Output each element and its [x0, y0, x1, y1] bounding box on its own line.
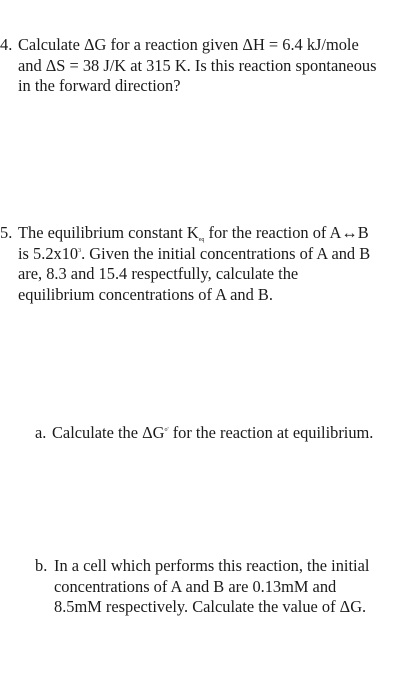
sub-question-b: [35, 556, 414, 618]
question-text-line: are, 8.3 and 15.4 respectfully, calculate the: [18, 264, 299, 283]
question-4: [0, 35, 414, 97]
question-text-line: [0, 244, 414, 265]
superscript: o': [164, 427, 169, 433]
question-5: [0, 223, 414, 305]
question-text-line: 8.5mM respectively. Calculate the value of ΔG.: [54, 597, 367, 616]
subscript: eq: [198, 237, 205, 243]
text-segment: for the reaction of A↔B: [204, 223, 369, 242]
question-number: b.: [35, 556, 48, 575]
question-number: 5.: [0, 223, 13, 242]
text-segment: Calculate the ΔG: [52, 423, 165, 442]
question-text-line: [0, 223, 414, 244]
question-text-line: equilibrium concentrations of A and B.: [18, 284, 273, 304]
question-text-line: [35, 423, 414, 444]
text-segment: The equilibrium constant K: [18, 223, 199, 242]
question-text-line: in the forward direction?: [18, 76, 181, 95]
question-text-line: In a cell which performs this reaction, the initial: [54, 556, 370, 575]
question-text-line: and ΔS = 38 J/K at 315 K. Is this reaction spontaneous: [18, 55, 377, 75]
text-segment: . Given the initial concentrations of A and B: [81, 243, 371, 263]
question-number: a.: [35, 423, 47, 442]
text-segment: for the reaction at equilibrium.: [168, 423, 374, 442]
superscript: 3: [78, 247, 82, 254]
sub-question-a: [35, 423, 414, 444]
question-number: 4.: [0, 35, 13, 54]
question-text-line: Calculate ΔG for a reaction given ΔH = 6.4 kJ/mole: [18, 35, 359, 54]
text-segment: is 5.2x10: [18, 243, 79, 263]
question-text-line: concentrations of A and B are 0.13mM and: [54, 576, 337, 596]
